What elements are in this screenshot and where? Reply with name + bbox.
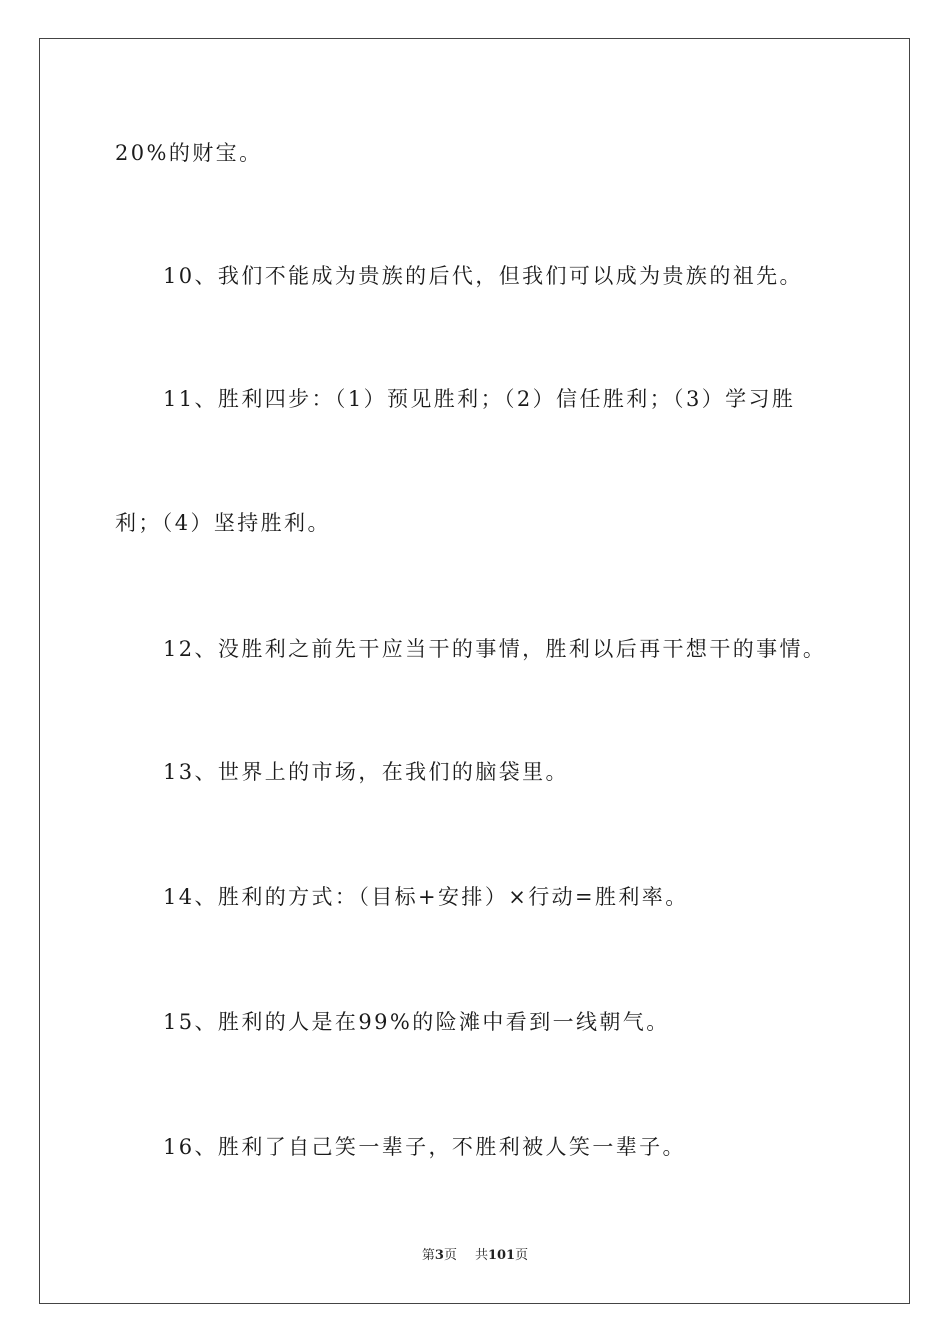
footer-total-pages: 101: [487, 1248, 516, 1263]
text-line-item-11-continued: 利；（4）坚持胜利。: [115, 511, 331, 535]
text-line-item-14: 14、胜利的方式：（目标+安排）×行动=胜利率。: [163, 885, 689, 909]
text-line-item-13: 13、世界上的市场，在我们的脑袋里。: [163, 760, 569, 784]
text-line-item-12: 12、没胜利之前先干应当干的事情，胜利以后再干想干的事情。: [163, 637, 827, 661]
text-line-item-10: 10、我们不能成为贵族的后代，但我们可以成为贵族的祖先。: [163, 264, 803, 288]
text-line-item-11: 11、胜利四步：（1）预见胜利；（2）信任胜利；（3）学习胜: [163, 387, 796, 411]
text-line-item-16: 16、胜利了自己笑一辈子，不胜利被人笑一辈子。: [163, 1135, 686, 1159]
footer-page-prefix: 第: [421, 1248, 435, 1263]
page-border: [39, 38, 910, 1304]
text-line-item-15: 15、胜利的人是在99%的险滩中看到一线朝气。: [163, 1010, 670, 1034]
footer-total-prefix: 共: [474, 1248, 488, 1263]
footer-page-suffix: 页: [443, 1248, 457, 1263]
page-footer: [0, 1247, 950, 1265]
text-line-continuation: 20%的财宝。: [115, 141, 263, 165]
footer-page-number: 3: [434, 1248, 444, 1263]
footer-total-suffix: 页: [515, 1248, 529, 1263]
